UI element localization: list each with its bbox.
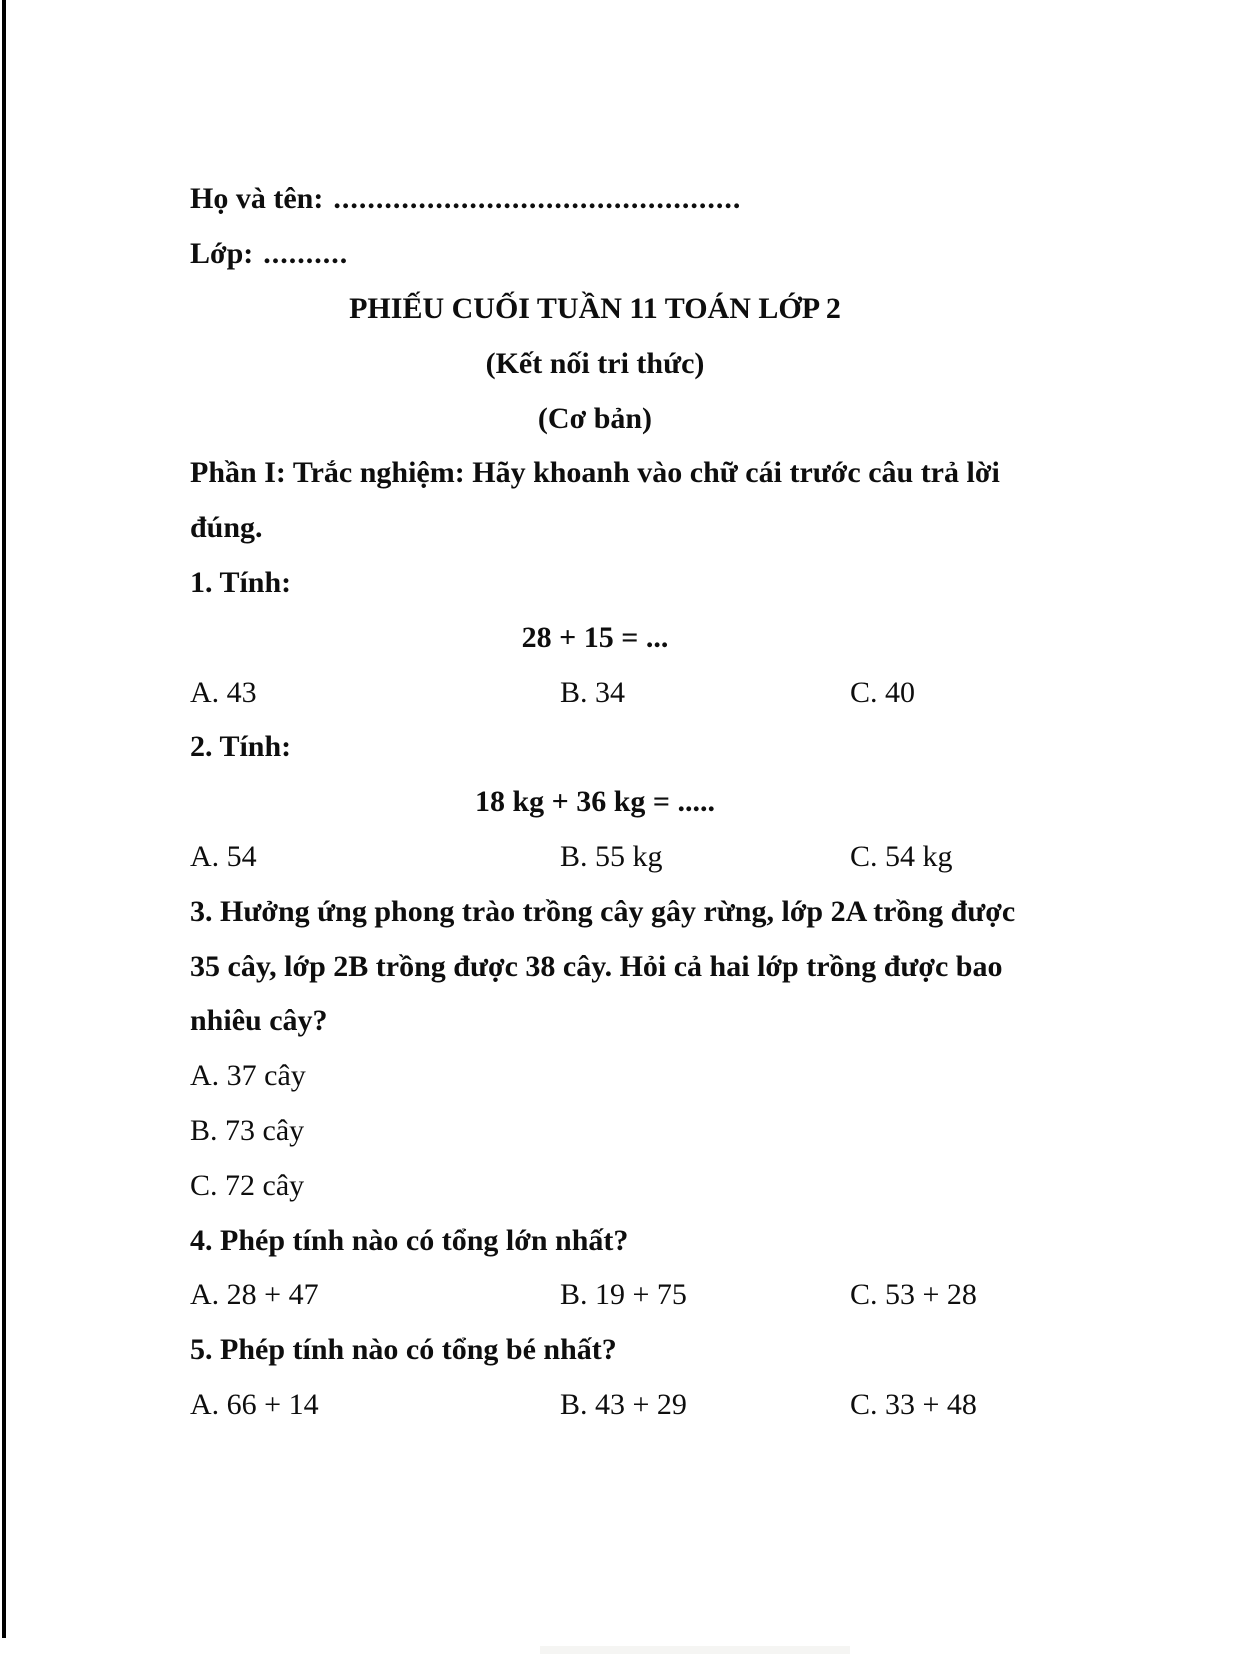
question-5-option-b: B. 43 + 29 [560,1387,687,1421]
question-3-text-line1: 3. Hưởng ứng phong trào trồng cây gây rừng, lớp 2A trồng được [190,894,1016,928]
question-4-label: 4. Phép tính nào có tổng lớn nhất? [190,1223,629,1257]
question-1-option-a: A. 43 [190,675,257,709]
student-name-dotted-blank: ................................................ [333,182,742,216]
question-2-equation: 18 kg + 36 kg = ..... [474,785,716,819]
student-name-label: Họ và tên: [190,182,324,216]
left-border-rule [2,0,6,1638]
question-3-text-line2: 35 cây, lớp 2B trồng được 38 cây. Hỏi cả hai lớp trồng được bao [190,949,1003,983]
question-3-option-b: B. 73 cây [190,1113,305,1147]
worksheet-title: PHIẾU CUỐI TUẦN 11 TOÁN LỚP 2 [349,291,841,325]
part1-heading-line2: đúng. [190,511,263,545]
question-1-options-row [190,665,1000,720]
question-1-label: 1. Tính: [190,565,292,599]
question-1-option-c: C. 40 [850,675,916,709]
question-5-option-c: C. 33 + 48 [850,1387,977,1421]
student-name-line [190,172,1000,227]
class-line [190,227,1000,282]
question-2-label: 2. Tính: [190,730,292,764]
question-4-option-b: B. 19 + 75 [560,1278,687,1312]
question-1-option-b: B. 34 [560,675,626,709]
question-2-option-c: C. 54 kg [850,839,953,873]
question-4-options-row [190,1268,1000,1323]
question-5-options-row [190,1378,1000,1433]
part1-heading-line1: Phần I: Trắc nghiệm: Hãy khoanh vào chữ cái trước câu trả lời [190,456,1000,490]
level-subtitle: (Cơ bản) [537,401,653,435]
question-5-option-a: A. 66 + 14 [190,1387,319,1421]
class-dotted-blank: .......... [263,237,349,271]
question-3-text-line3: nhiêu cây? [190,1004,328,1038]
question-5-label: 5. Phép tính nào có tổng bé nhất? [190,1333,617,1367]
class-label: Lớp: [190,237,254,271]
question-2-option-a: A. 54 [190,839,257,873]
question-4-option-c: C. 53 + 28 [850,1278,977,1312]
worksheet-content [190,172,1016,1432]
bottom-cutoff-watermark [540,1646,850,1654]
question-2-option-b: B. 55 kg [560,839,663,873]
question-4-option-a: A. 28 + 47 [190,1278,319,1312]
question-3-option-a: A. 37 cây [190,1059,306,1093]
curriculum-subtitle: (Kết nối tri thức) [485,346,705,380]
question-3-option-c: C. 72 cây [190,1168,305,1202]
question-2-options-row [190,830,1000,885]
question-1-equation: 28 + 15 = ... [521,620,669,654]
